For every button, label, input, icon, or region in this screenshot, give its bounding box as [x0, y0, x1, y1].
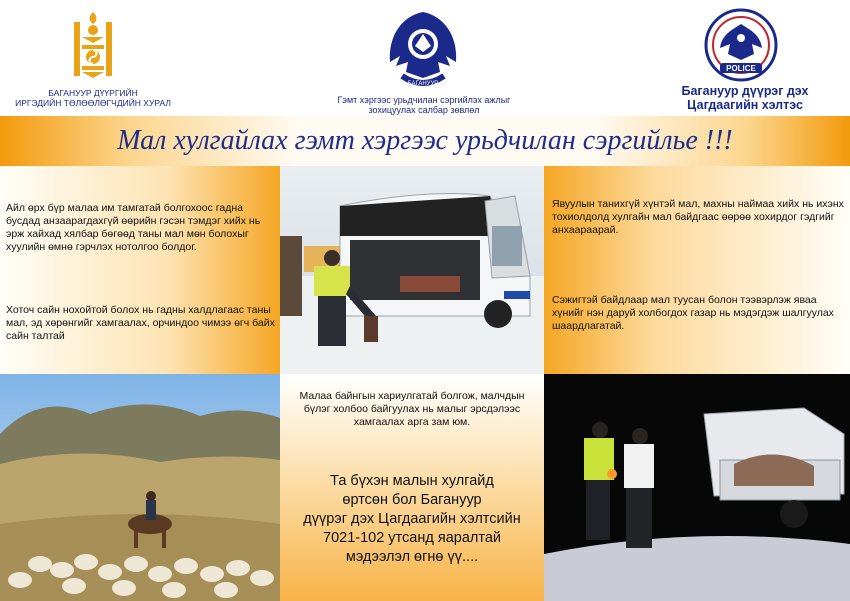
left-paragraph-2: Хоточ сайн нохойтой болох нь гадны халдлагаас таны мал, эд хөрөнгийг хамгаалах, орчиндоо чимээ өгч байх сайн талтай	[6, 304, 275, 342]
call-line-1: Та бүхэн малын хулгайд	[330, 473, 494, 489]
left-org-name: БАГАНУУР ДҮҮРГИЙН ИРГЭДИЙН ТӨЛӨӨЛӨГЧДИЙН ХУРАЛ	[15, 88, 171, 108]
emblem-band-text: БАГАНУУР	[407, 81, 439, 87]
right-paragraph-1: Явуулын танихгүй хүнтэй мал, махны наймаа хийх нь ихэнх тохиолдолд хулгайн мал байдгаас өөрөө хохирдог гэдгийг анхаараарай.	[552, 198, 844, 236]
middle-paragraph-1: Малаа байнгын хариулгатай болгож, малчдын бүлэг холбоо байгуулах нь малыг эрсдэлээс хамгаалах арга зам юм.	[299, 390, 525, 428]
call-line-4: 7021-102 утсанд яаралтай	[323, 530, 501, 546]
prevention-council-emblem-icon	[382, 6, 464, 92]
right-paragraph-2: Сэжигтэй байдлаар мал туусан болон тээвэрлэж яваа хүнийг нэн даруй холбогдох газар нь мэдэгдэж шалгуулах шаардлагатай.	[552, 294, 834, 332]
left-paragraph-1: Айл өрх бүр малаа им тамгатай болгохоос гадна бусдад анзаарагдахгүй өөрийн гэсэн тэмдэг хийх нь эрж хайхад хялбар бөгөөд таны мал мөн болохыг хуулийн өмнө гэрчлэх нотолгоо болдог.	[6, 202, 261, 253]
police-badge-icon	[704, 8, 778, 82]
call-line-5: мэдээлэл өгнө үү....	[345, 549, 479, 565]
page-title: Мал хулгайлах гэмт хэргээс урьдчилан сэргийлье !!!	[117, 125, 733, 156]
right-org-name: Багануур дүүрэг дэх Цагдаагийн хэлтэс	[681, 84, 809, 112]
center-org-name: Гэмт хэргээс урьдчилан сэргийлэх ажлыг зохицуулах салбар зөвлөл	[337, 95, 511, 115]
night-truck-inspection-photo	[544, 374, 850, 601]
soyombo-emblem-icon	[70, 8, 116, 80]
police-van-photo	[280, 166, 544, 374]
police-badge-label: POLICE	[726, 64, 756, 73]
call-to-action	[282, 472, 542, 567]
herder-sheep-photo	[0, 374, 280, 601]
call-line-3: дүүрэг дэх Цагдаагийн хэлтсийн	[303, 511, 521, 527]
call-line-2: өртсөн бол Багануур	[342, 492, 482, 508]
